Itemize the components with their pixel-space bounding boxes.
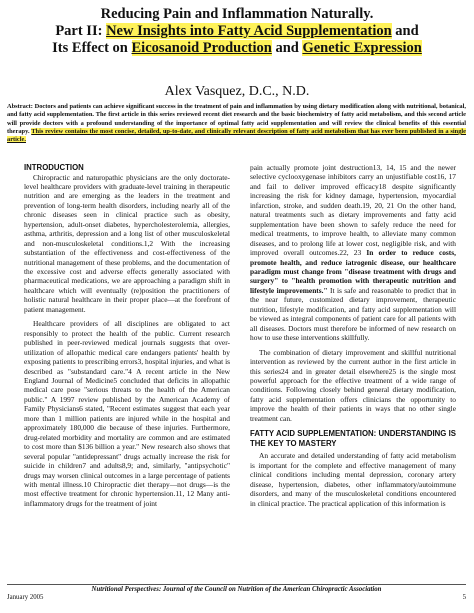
abstract bbox=[7, 103, 466, 144]
abstract-highlight: This review contains the most concise, detailed, up-to-date, and clinically relevant description of fatty acid metabolism that has ever been published in a single article. bbox=[7, 127, 467, 144]
title-highlight-genetic: Genetic Expression bbox=[302, 40, 422, 56]
intro-paragraph-1: Chiropractic and naturopathic physicians are the only doctorate-level healthcare providers with graduate-level training in therapeutic nutrition and are emerging as the leaders in the treatment and prevention of long-term health disorders, including nearly all of the chronic diseases seen in clinical practice such as obesity, hypertension, adult-onset diabetes, hypercholesterolemia, allergies, asthma, arthritis, depression and a long list of other musculoskeletal and non-musculoskeletal conditions.1,2 With the increasing substantiation of the effectiveness and cost-effectiveness of the nutritional management of these problems, and the documentation of the excessive cost and adverse effects generally associated with pharmaceutical medications, we are approaching a paradigm shift in healthcare which will eventually (re)position the practitioners of holistic natural healthcare in their proper place—at the forefront of patient management. bbox=[24, 172, 230, 314]
journal-name: Nutritional Perspectives: Journal of the Council on Nutrition of the American Chiropractic Association bbox=[91, 586, 382, 593]
title-prefix: Its Effect on bbox=[52, 40, 132, 56]
author-byline: Alex Vasquez, D.C., N.D. bbox=[164, 84, 310, 99]
page-number: 5 bbox=[462, 594, 466, 602]
right-paragraph-2: The combination of dietary improvement and skillful nutritional intervention as reviewed by the current author in the first article in this series24 and in greater detail elsewhere25 is the single most powerful approach for the effective treatment of a wide range of conditions. Following closely behind general dietary modification, fatty acid supplementation offers clinicians the opportunity to improve the health of their patients in ways that no other single treatment can. bbox=[250, 347, 456, 423]
title-line-3 bbox=[20, 40, 454, 57]
left-column bbox=[24, 163, 230, 508]
title-highlight-eicosanoid: Eicosanoid Production bbox=[131, 40, 272, 56]
title-highlight-fatty-acid: New Insights into Fatty Acid Supplementation bbox=[106, 23, 392, 39]
section-heading-introduction: INTRODUCTION bbox=[24, 163, 84, 172]
title-connector: and bbox=[391, 23, 419, 39]
article-title bbox=[20, 6, 454, 57]
title-line-2 bbox=[20, 23, 454, 40]
paragraph-text: pain actually promote joint destruction13, 14, 15 and the newer selective cyclooxygenase inhibitors carry an unjustifiable cost16, 17 and fail to deliver improved efficacy18 despite significantly increasing the risk for kidney damage, hypertension, myocardial infarction, stroke, and sudden death.19, 20, 21 On the other hand, natural treatments such as dietary improvements and fatty acid supplementation have been shown to safely reduce the need for medical treatments, to improve health, to alleviate many common diseases, and to prolong life at lower cost, negligible risk, and with improved overall outcomes.22, 23 bbox=[250, 163, 456, 258]
section-heading-fatty-acid: FATTY ACID SUPPLEMENTATION: UNDERSTANDING IS THE KEY TO MASTERY bbox=[250, 429, 456, 448]
page-footer bbox=[7, 586, 466, 602]
title-part-label: Part II: bbox=[55, 23, 107, 39]
title-line-1: Reducing Pain and Inflammation Naturally. bbox=[100, 6, 374, 22]
footer-meta bbox=[7, 594, 466, 602]
footer-rule bbox=[7, 584, 466, 585]
abstract-text: Abstract: Doctors and patients can achieve significant success in the treatment of pain and inflammation by using dietary modification along with nutritional, botanical, and fatty acid supplementation. The first article in this series reviewed recent diet research and the basic biochemistry of fatty acid metabolism, and this second article will provide doctors with a profound understanding of the importance of optimal fatty acid supplementation and will review the clinical benefits of this essential therapy. bbox=[7, 103, 466, 135]
title-connector: and bbox=[271, 40, 303, 56]
paragraph-text: It is safe and reasonable to predict that in the near future, customized dietary improvement, therapeutic nutrition, lifestyle modification, and fatty acid supplementation will be viewed as integral components of patient care for all patients with all diseases. Doctors must therefore be informed of new research on how to use these interventions skillfully. bbox=[250, 285, 456, 343]
issue-date: January 2005 bbox=[7, 594, 44, 602]
right-column bbox=[250, 163, 456, 508]
right-paragraph-3: An accurate and detailed understanding of fatty acid metabolism is important for the complete and effective management of many clinical conditions including mental depression, coronary artery disease, hypertension, diabetes, other inflammatory/autoimmune disorders, and many of the musculoskeletal conditions encountered in clinical practice. The practical application of this information is bbox=[250, 451, 456, 508]
right-paragraph-1 bbox=[250, 163, 456, 343]
intro-paragraph-2: Healthcare providers of all disciplines are obligated to act responsibly to protect the health of the public. Current research published in peer-reviewed medical journals suggests that over-utilization of allopathic medical care endangers patients' health by exposing patients to prescribing errors3, hospital injuries, and what is described as "substandard care."4 A recent article in the New England Journal of Medicine5 concluded that deficits in allopathic medical care pose "serious threats to the health of the American public." A 1997 review published by the American Academy of Family Physicians6 stated, "Recent estimates suggest that each year more than 1 million patients are injured while in the hospital and approximately 180,000 die because of these injuries. Furthermore, drug-related morbidity and mortality are common and are estimated to cost more than $136 billion a year." New research also shows that several popular "antidepressant" drugs actually increase the risk for suicide in children7 and adults8,9; and, similarly, "antipsychotic" drugs may worsen clinical outcomes in a large percentage of patients with mental illness.10 Chiropractic diet therapy—not drugs—is the most effective treatment for chronic hypertension.11, 12 Many anti-inflammatory drugs for the treatment of joint bbox=[24, 319, 230, 508]
emphasis-paradigm-shift: In order to reduce costs, promote health, and reduce iatrogenic disease, our healthcare paradigm must change from "disease treatment with drugs and surgery" to "health promotion with therapeutic nutrition and lifestyle improvements." bbox=[250, 248, 456, 295]
